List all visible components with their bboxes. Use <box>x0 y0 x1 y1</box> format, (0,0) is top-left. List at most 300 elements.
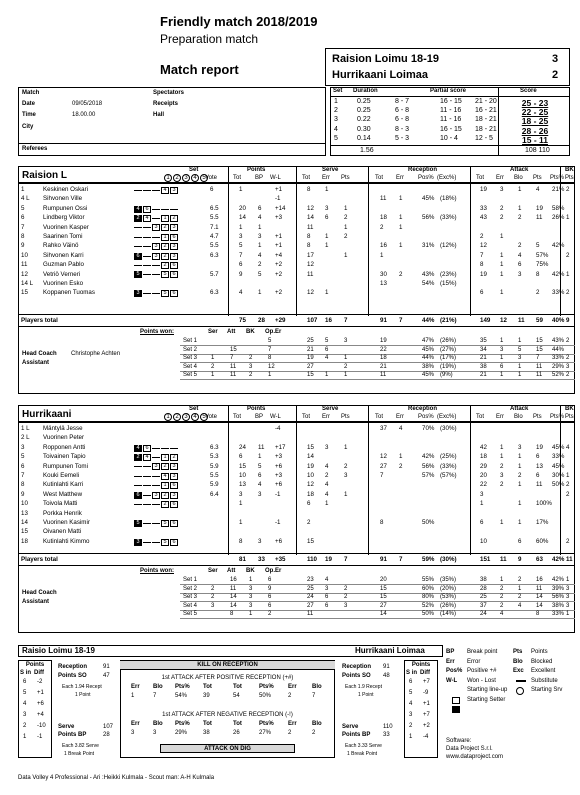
away-player-ae: 3 <box>500 472 504 479</box>
sets-total-score: 108 110 <box>525 147 550 154</box>
set-rotation-box: 1 <box>161 215 169 222</box>
home-pw-ab: 1 <box>518 372 522 379</box>
sin-diff: -10 <box>37 723 46 729</box>
away-pw-val: 2 <box>268 611 272 618</box>
home-player-rx: (33%) <box>440 214 457 222</box>
away-player-ar: 45% <box>552 462 565 470</box>
set-substitute-dash <box>143 293 151 294</box>
away-sh-rexc: (Exc%) <box>437 414 457 420</box>
home-player-rt: 18 <box>380 214 387 222</box>
away-pw-set: Set 1 <box>183 577 198 583</box>
home-player-se: 1 <box>325 186 329 193</box>
away-total-se: 19 <box>325 556 332 563</box>
away-total-sep <box>18 553 575 554</box>
away-total-sep2 <box>18 565 575 566</box>
sin-diff: +4 <box>37 712 44 718</box>
away-player-ab: 1 <box>518 462 522 470</box>
home-diff-title: Diff <box>34 670 44 676</box>
set-rotation-box: 6 <box>170 482 178 489</box>
home-player-st: 12 <box>307 289 314 297</box>
sets-row-p2: 11 - 16 <box>440 116 462 124</box>
away-pw-rp: 52% <box>422 602 435 609</box>
away-player-wl: +6 <box>275 537 283 545</box>
away-player-at: 42 <box>480 443 487 451</box>
away-player-ab: 1 <box>518 500 522 508</box>
away-reception-label: Reception <box>342 664 372 670</box>
home-player-pt: 1 <box>239 223 243 231</box>
sets-h-score: Score <box>520 88 537 94</box>
away-pw-ap: 16 <box>536 577 543 583</box>
home-player-ar: 33% <box>552 289 565 297</box>
away-pw-val: 1 <box>249 611 253 618</box>
away-set-num-2: 2 <box>173 413 181 421</box>
set-rotation-box: 1 <box>161 482 169 489</box>
home-player-bk: 2 <box>566 251 570 259</box>
away-sh-rtot: Tot <box>375 414 384 420</box>
home-player-ap: 2 <box>536 289 540 297</box>
away-pw-rp: 50% <box>422 611 435 618</box>
away-player-wl: +3 <box>275 453 283 461</box>
home-pw-at: 35 <box>480 338 487 344</box>
kill-cell-neg: 3 <box>131 730 135 736</box>
home-player-rt: 11 <box>380 195 387 203</box>
set-substitute-dash <box>170 448 178 449</box>
home-pw-val: 1 <box>211 355 215 362</box>
away-player-bk: 4 <box>566 443 570 451</box>
sin-diff: -4 <box>423 734 429 740</box>
away-pw-rowline <box>180 618 575 619</box>
away-set-num-4: 4 <box>191 413 199 421</box>
home-player-bk: 1 <box>566 214 570 222</box>
sin-rotation: 4 <box>23 701 27 707</box>
away-pw-val: 14 <box>230 594 237 601</box>
home-pw-val: 2 <box>211 363 215 370</box>
kill-cell-h: Blo <box>312 684 322 690</box>
set-rotation-box: 4 <box>134 206 142 213</box>
home-sh-serr: Err <box>322 175 330 181</box>
home-pw-ar: 43% <box>552 338 565 344</box>
home-sh-spts: Pts <box>341 175 350 181</box>
away-pw-rowline <box>180 584 575 585</box>
away-player-se: 4 <box>325 462 329 470</box>
set-substitute-dash <box>152 293 160 294</box>
set-substitute-dash <box>143 476 151 477</box>
away-player-rt: 27 <box>380 462 387 470</box>
away-player-set-marks <box>134 519 179 528</box>
sets-total-duration: 1.56 <box>360 147 374 154</box>
set-rotation-box: 3 <box>170 187 178 194</box>
away-player-rp: 70% <box>422 425 435 432</box>
away-player-name: Rumpunen Tomi <box>43 462 88 470</box>
away-srv-note2: 1 Break Point <box>347 751 378 757</box>
kill-cell-h: Blo <box>153 684 163 690</box>
home-player-se: 1 <box>325 242 329 250</box>
kill-cell-pos: 50% <box>259 693 272 699</box>
home-player-name: Rahko Väinö <box>43 242 79 250</box>
away-player-rx: (57%) <box>440 472 457 479</box>
legend-desc: Excellent <box>531 668 556 674</box>
sets-row-p1: 6 - 8 <box>395 107 410 115</box>
set-substitute-dash <box>152 448 160 449</box>
home-pw-rp: 45% <box>422 346 435 353</box>
home-player-set-marks <box>134 205 179 214</box>
away-total-bp: 33 <box>258 556 265 563</box>
sets-row-p2: 11 - 16 <box>440 107 462 115</box>
away-h-serve: Serve <box>322 406 339 412</box>
sets-row-s: 28 - 26 <box>521 125 549 136</box>
home-pw-ab: 1 <box>518 338 522 344</box>
home-pw-ar: 44% <box>552 346 565 353</box>
home-player-at: 19 <box>480 270 487 278</box>
sin-rotation: 6 <box>23 679 27 685</box>
away-player-ap: 6 <box>536 472 540 479</box>
away-pw-rowline <box>180 593 575 594</box>
home-player-name: Sihvonen Ville <box>43 195 83 203</box>
sin-rotation: 3 <box>23 712 27 718</box>
home-sh-stot: Tot <box>302 175 311 181</box>
away-pw-st: 24 <box>307 594 314 601</box>
home-sh-ablo: Blo <box>514 175 523 181</box>
away-sh-atot: Tot <box>476 414 485 420</box>
away-player-set-marks <box>134 538 179 547</box>
away-total-rp: 59% <box>422 556 435 563</box>
home-player-rx: (18%) <box>440 195 457 203</box>
set-substitute-dash <box>143 485 151 486</box>
home-pso-label: Points SO <box>58 673 87 679</box>
away-pw-se: 6 <box>325 594 329 601</box>
home-sh-apts: Pts <box>533 175 542 181</box>
home-player-pt: 20 <box>239 204 246 212</box>
away-pw-label: Points won: <box>140 568 174 574</box>
away-player-name: Ropponen Antti <box>43 443 86 451</box>
away-player-bk: 2 <box>566 490 570 498</box>
away-player-st: 15 <box>307 443 314 451</box>
away-pw-ar: 39% <box>552 585 565 592</box>
home-player-v: 6.3 <box>210 251 219 259</box>
sets-row-p1: 6 - 8 <box>395 116 410 124</box>
away-player-v: 5.3 <box>210 453 219 461</box>
home-player-st: 17 <box>307 251 314 259</box>
home-player-wl: +1 <box>275 186 283 193</box>
away-pso-label: Points SO <box>342 673 371 679</box>
away-coach-label: Head Coach <box>22 590 57 596</box>
kill-cell-h: Blo <box>312 721 322 727</box>
home-player-sp: 1 <box>344 204 348 212</box>
kill-cell-h: Tot <box>233 684 242 690</box>
home-sh-rerr: Err <box>396 175 404 181</box>
home-player-re: 2 <box>399 270 403 278</box>
sin-rotation: 5 <box>409 690 413 696</box>
home-pw-rowline <box>180 379 575 380</box>
home-pw-ar: 29% <box>552 363 565 370</box>
home-pw-ab: 3 <box>518 355 522 362</box>
home-player-bp: 4 <box>258 251 262 259</box>
set-rotation-box: 3 <box>152 224 160 231</box>
away-player-number: 6 <box>21 462 25 470</box>
sets-row-s: 25 - 23 <box>521 98 549 108</box>
home-player-name: Keskinen Oskari <box>43 186 89 193</box>
set-substitute-dash <box>152 274 160 275</box>
away-player-st: 12 <box>307 481 314 489</box>
set-substitute-dash <box>134 466 142 467</box>
home-player-ap: 75% <box>536 261 549 269</box>
set-rotation-box: 1 <box>161 454 169 461</box>
away-pw-val: 14 <box>230 602 237 609</box>
home-player-name: Rumpunen Ossi <box>43 204 88 212</box>
away-player-name: Mäntylä Jesse <box>43 425 83 432</box>
away-player-ab: 2 <box>518 472 522 479</box>
away-player-bp: 3 <box>258 537 262 545</box>
away-pw-at: 37 <box>480 602 487 609</box>
away-player-bk: 1 <box>566 472 570 479</box>
away-pw-rowline <box>180 610 575 611</box>
set-rotation-box: 5 <box>161 290 169 297</box>
away-player-number: 2 L <box>21 434 30 442</box>
home-pw-rowline <box>180 362 575 363</box>
set-substitute-dash <box>152 237 160 238</box>
kill-cell-h: Pts% <box>175 684 190 690</box>
home-player-rp: 31% <box>422 242 435 250</box>
away-assistant-label: Assistant <box>22 599 50 605</box>
set-substitute-dash <box>152 504 160 505</box>
home-pw-h: Ser <box>208 329 218 335</box>
away-player-ae: 2 <box>500 462 504 470</box>
away-team-label: Hurrikaani <box>22 409 72 420</box>
home-player-sp: 1 <box>344 223 348 231</box>
away-pw-rt: 20 <box>380 577 387 583</box>
away-player-set-marks <box>134 463 179 472</box>
home-player-number: 1 <box>21 186 25 193</box>
set-substitute-dash <box>134 485 142 486</box>
sets-row-n: 4 <box>334 125 338 133</box>
home-sh-rtot: Tot <box>375 175 384 181</box>
home-player-pt: 6 <box>239 261 243 269</box>
away-total-st: 110 <box>307 556 317 563</box>
home-player-bk: 2 <box>566 289 570 297</box>
home-total-sep2 <box>18 326 575 327</box>
set-rotation-box: 5 <box>161 271 169 278</box>
set-rotation-box: 6 <box>170 271 178 278</box>
home-sh-rpos: Pos% <box>418 175 434 181</box>
away-h-points: Points <box>247 406 266 412</box>
away-player-name: Vuorinen Kasimir <box>43 519 90 526</box>
home-pw-rt: 21 <box>380 363 387 370</box>
home-set-num-5: 5 <box>200 174 208 182</box>
home-player-number: 4 L <box>21 195 30 203</box>
match-info-box <box>18 87 326 156</box>
away-player-number: 5 <box>21 453 25 461</box>
company-web[interactable]: www.dataproject.com <box>446 754 504 760</box>
starting-serve-icon <box>516 687 524 695</box>
away-pw-set: Set 4 <box>183 602 198 609</box>
away-player-se: 3 <box>325 443 329 451</box>
home-player-pt: 5 <box>239 242 243 250</box>
away-set-num-3: 3 <box>182 413 190 421</box>
home-player-bk: 1 <box>566 270 570 278</box>
away-pw-ae: 2 <box>500 585 504 592</box>
away-player-v: 5.9 <box>210 481 219 489</box>
away-pw-ae: 4 <box>500 611 504 618</box>
away-pw-ae: 2 <box>500 602 504 609</box>
kill-cell-h: Pts% <box>259 721 274 727</box>
kill-dig-title: ATTACK ON DIG <box>160 744 295 753</box>
away-sh-rpos: Pos% <box>418 414 434 420</box>
home-player-st: 12 <box>307 261 314 269</box>
home-pw-ar: 52% <box>552 372 565 379</box>
away-pw-set: Set 2 <box>183 585 198 592</box>
home-pw-val: 3 <box>249 363 253 370</box>
away-player-ar: 30% <box>552 472 565 479</box>
away-player-set-marks <box>134 500 179 509</box>
away-pw-sp: 3 <box>344 602 348 609</box>
home-col-sep <box>368 166 369 316</box>
home-h-set: Set <box>189 167 199 173</box>
home-player-ae: 3 <box>500 186 504 193</box>
away-pw-val: 3 <box>211 602 215 609</box>
set-rotation-box: 3 <box>170 473 178 480</box>
away-pw-bk: 1 <box>566 577 570 583</box>
away-player-ap: 6 <box>536 453 540 461</box>
home-pw-rp: 45% <box>422 372 435 379</box>
away-player-number: 15 <box>21 528 28 536</box>
home-pw-h: Op.Er <box>265 329 282 335</box>
away-pw-val: 9 <box>268 585 272 592</box>
away-pw-rp: 80% <box>422 594 435 601</box>
set-rotation-box: 3 <box>134 539 142 546</box>
set-substitute-dash <box>152 485 160 486</box>
home-h-points: Points <box>247 167 266 173</box>
home-player-name: Guzman Pablo <box>43 261 84 269</box>
home-player-ap: 5 <box>536 242 540 250</box>
away-pw-bk: 3 <box>566 602 570 609</box>
home-serve-label: Serve <box>58 724 75 730</box>
home-player-wl: +14 <box>275 204 286 212</box>
away-player-pt: 24 <box>239 443 246 451</box>
home-pso-value: 47 <box>103 673 110 679</box>
away-pw-val: 1 <box>249 577 253 583</box>
home-pw-ap: 7 <box>536 355 540 362</box>
home-pw-sp: 1 <box>344 372 348 379</box>
set-rotation-box: 4 <box>161 187 169 194</box>
home-srv-note1: Each 3.82 Serve <box>62 743 99 749</box>
set-substitute-dash <box>161 209 169 210</box>
away-pw-rx: (35%) <box>440 577 457 583</box>
away-player-se: 4 <box>325 481 329 489</box>
home-player-name: Vuorinen Esko <box>43 280 84 287</box>
away-player-v: 6.3 <box>210 443 219 451</box>
home-pw-bk: 3 <box>566 363 570 370</box>
home-player-ap: 4 <box>536 186 540 193</box>
home-pw-at: 21 <box>480 372 487 379</box>
kill-cell-neg: 29% <box>175 730 188 736</box>
set-rotation-box: 3 <box>152 253 160 260</box>
kill-pos-title: 1st ATTACK AFTER POSITIVE RECEPTION (+#) <box>161 675 294 681</box>
sets-row-n: 1 <box>334 98 338 105</box>
home-player-ar: 26% <box>552 214 565 222</box>
sin-diff: -2 <box>37 679 43 685</box>
away-pw-val: 6 <box>268 577 272 583</box>
away-player-number: 1 L <box>21 425 30 432</box>
home-pw-label: Points won: <box>140 329 174 335</box>
home-pw-set: Set 4 <box>183 363 198 370</box>
sin-diff: +1 <box>423 701 430 707</box>
sin-rotation: 3 <box>409 712 413 718</box>
away-pw-rx: (26%) <box>440 602 457 609</box>
set-substitute-dash <box>152 190 160 191</box>
set-rotation-box: 2 <box>170 454 178 461</box>
home-player-v: 6.3 <box>210 289 219 297</box>
away-pw-at: 38 <box>480 577 487 583</box>
set-substitute-dash <box>143 190 151 191</box>
home-player-re: 1 <box>399 195 403 203</box>
home-player-st: 14 <box>307 214 314 222</box>
legend-abbr: BP <box>446 649 455 655</box>
home-player-pt: 7 <box>239 251 243 259</box>
away-player-name: West Matthew <box>43 490 83 498</box>
away-total-pt: 81 <box>239 556 246 563</box>
home-pw-set: Set 1 <box>183 338 198 344</box>
away-player-pt: 10 <box>239 472 246 479</box>
sets-row-n: 5 <box>334 134 338 142</box>
legend-abbr: W-L <box>446 677 458 684</box>
away-pw-rx: (53%) <box>440 594 457 601</box>
away-player-at: 1 <box>480 500 484 508</box>
away-player-number: 14 <box>21 519 28 526</box>
home-player-pt: 1 <box>239 186 243 193</box>
home-player-pt: 3 <box>239 233 243 240</box>
away-player-ae: 1 <box>500 519 504 526</box>
away-pw-val: 16 <box>230 577 237 583</box>
home-player-rx: (23%) <box>440 270 457 278</box>
away-player-ap: 17% <box>536 519 549 526</box>
home-player-bk: 2 <box>566 186 570 193</box>
away-pw-val: 3 <box>249 594 253 601</box>
away-player-ap: 60% <box>536 537 549 545</box>
sin-diff: +2 <box>423 723 430 729</box>
home-total-rp: 44% <box>422 317 435 324</box>
home-pw-val: 1 <box>211 372 215 379</box>
home-player-ae: 2 <box>500 214 504 222</box>
set-rotation-box: 2 <box>161 492 169 499</box>
legend-desc: Break point <box>467 649 498 655</box>
set-rotation-box: 4 <box>143 454 151 461</box>
set-rotation-box: 6 <box>143 445 151 452</box>
bottom-home-name: Raisio Loimu 18-19 <box>22 646 95 655</box>
away-pw-at: 28 <box>480 585 487 592</box>
sets-row-p2: 16 - 15 <box>440 98 462 105</box>
home-pw-rx: (19%) <box>440 363 457 370</box>
home-pw-ae: 6 <box>500 363 504 370</box>
city-label: City <box>22 124 34 130</box>
home-pw-bk: 2 <box>566 355 570 362</box>
home-points-title: Points <box>25 662 45 668</box>
home-pw-rt: 11 <box>380 372 387 379</box>
kill-cell-h: Tot <box>203 684 212 690</box>
home-pw-st: 25 <box>307 338 314 344</box>
starting-setter-icon <box>452 706 460 713</box>
away-rec-note2: 1 Point <box>358 692 374 698</box>
home-player-bp: 3 <box>258 233 262 240</box>
home-player-rp: 54% <box>422 280 435 287</box>
home-player-ae: 2 <box>500 204 504 212</box>
kill-cell-h: Err <box>288 721 297 727</box>
away-pbp-value: 33 <box>383 732 390 738</box>
away-player-sp: 3 <box>344 472 348 479</box>
away-player-set-marks <box>134 444 179 453</box>
away-player-number: 13 <box>21 509 28 517</box>
away-rec-note1: Each 1.9 Recept <box>345 684 382 690</box>
away-player-sp: 1 <box>344 490 348 498</box>
